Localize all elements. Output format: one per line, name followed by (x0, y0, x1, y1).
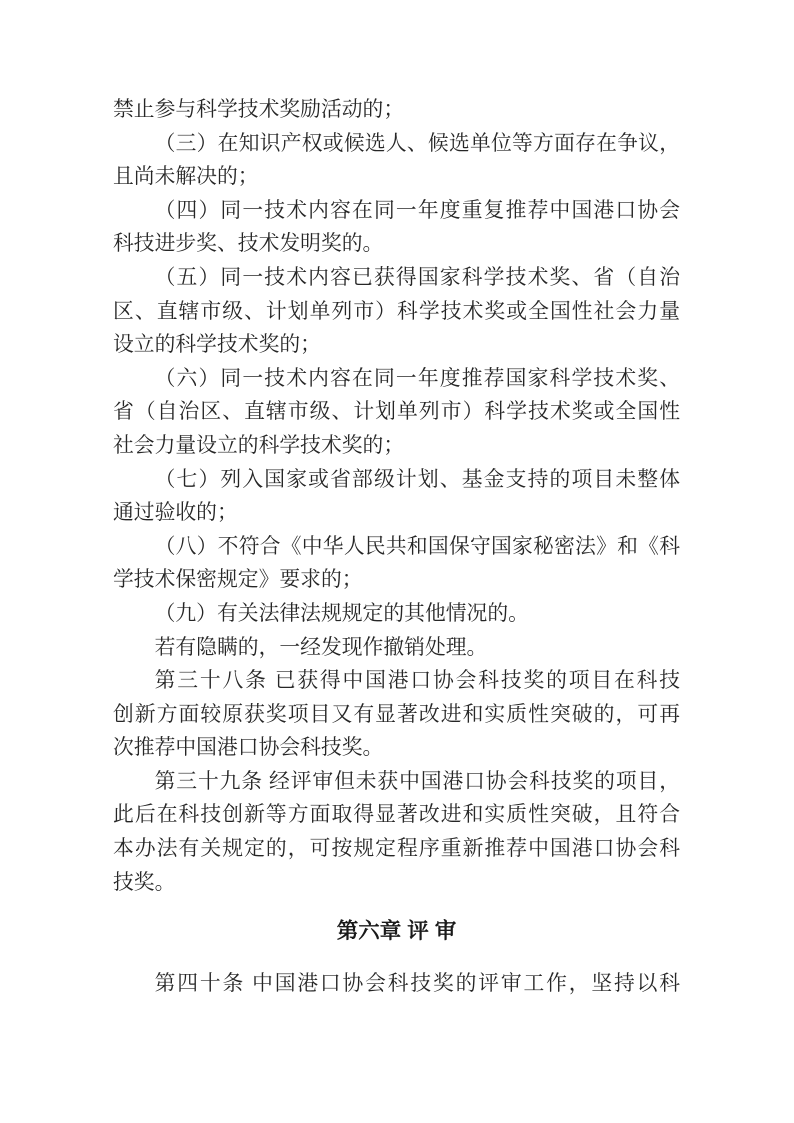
text-line: 创新方面较原获奖项目又有显著改进和实质性突破的，可再 (113, 702, 680, 726)
text-line: 科技进步奖、技术发明奖的。 (113, 232, 384, 256)
text-line: （七）列入国家或省部级计划、基金支持的项目未整体 (154, 467, 680, 491)
text-line: 此后在科技创新等方面取得显著改进和实质性突破，且符合 (113, 803, 680, 827)
text-line: 区、直辖市级、计划单列市）科学技术奖或全国性社会力量 (113, 299, 680, 323)
text-line: 省（自治区、直辖市级、计划单列市）科学技术奖或全国性 (113, 400, 680, 424)
chapter-heading: 第六章 评 审 (336, 919, 457, 944)
text-line: 且尚未解决的； (113, 165, 259, 189)
text-line: 学技术保密规定》要求的； (113, 568, 363, 592)
text-line: 禁止参与科学技术奖励活动的； (113, 98, 405, 121)
text-line: 第四十条 中国港口协会科技奖的评审工作，坚持以科 (154, 971, 680, 995)
text-line: （三）在知识产权或候选人、候选单位等方面存在争议， (154, 131, 680, 155)
text-line: （五）同一技术内容已获得国家科学技术奖、省（自治 (154, 265, 680, 289)
text-line: 第三十八条 已获得中国港口协会科技奖的项目在科技 (154, 669, 680, 693)
text-line: 若有隐瞒的，一经发现作撤销处理。 (154, 635, 488, 659)
text-line: 社会力量设立的科学技术奖的； (113, 433, 405, 457)
text-line: 技奖。 (113, 870, 176, 894)
text-line: 第三十九条 经评审但未获中国港口协会科技奖的项目， (154, 769, 680, 793)
text-line: 次推荐中国港口协会科技奖。 (113, 736, 384, 760)
text-line: （六）同一技术内容在同一年度推荐国家科学技术奖、 (154, 366, 680, 390)
text-line: （九）有关法律法规规定的其他情况的。 (154, 601, 529, 625)
text-line: 本办法有关规定的，可按规定程序重新推荐中国港口协会科 (113, 837, 680, 861)
text-line: （四）同一技术内容在同一年度重复推荐中国港口协会 (154, 198, 680, 222)
text-line: （八）不符合《中华人民共和国保守国家秘密法》和《科 (154, 534, 680, 558)
text-line: 设立的科学技术奖的； (113, 333, 321, 357)
text-line: 通过验收的； (113, 501, 238, 525)
document-body (113, 93, 680, 1000)
